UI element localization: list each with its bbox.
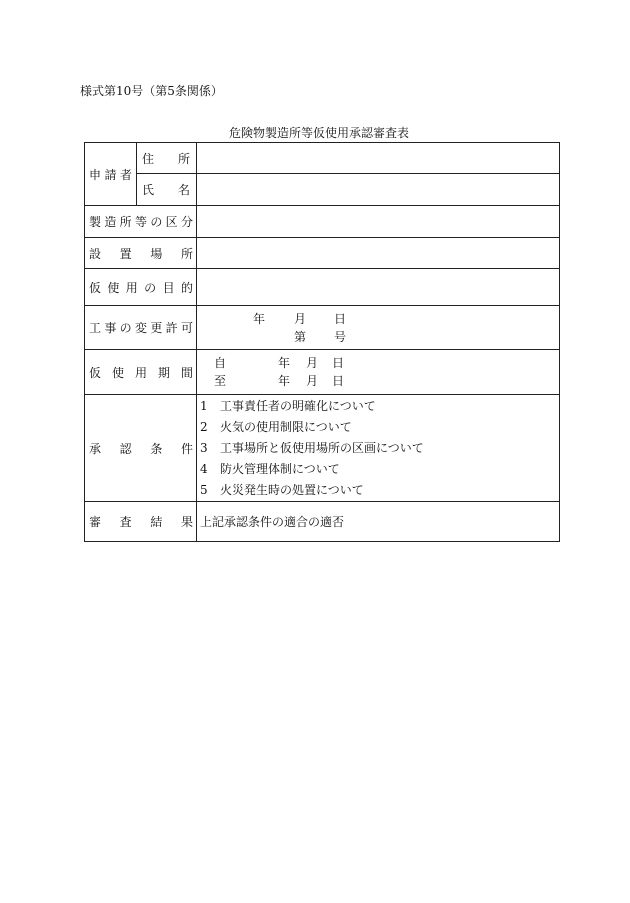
purpose-label-cell bbox=[85, 269, 197, 306]
permit-month-label: 月 bbox=[294, 311, 307, 326]
conditions-char-4: 件 bbox=[180, 441, 193, 456]
permit-char-7: 可 bbox=[180, 321, 193, 335]
address-label-cell bbox=[137, 143, 197, 174]
purpose-row bbox=[85, 269, 560, 306]
construction-permit-value-cell[interactable] bbox=[197, 306, 560, 350]
condition-text: 工事場所と仮使用場所の区画について bbox=[220, 440, 424, 455]
permit-date-line bbox=[197, 310, 559, 328]
applicant-label-char-3: 者 bbox=[119, 167, 132, 182]
location-label-cell bbox=[85, 238, 197, 269]
use-period-label-cell bbox=[85, 350, 197, 395]
result-char-3: 結 bbox=[150, 515, 163, 529]
name-label-cell bbox=[137, 174, 197, 206]
applicant-label-char-2: 請 bbox=[104, 167, 117, 182]
permit-char-6: 許 bbox=[165, 321, 178, 335]
purpose-char-6: 的 bbox=[180, 280, 193, 295]
condition-item bbox=[197, 396, 559, 417]
period-from-year: 年 bbox=[278, 356, 291, 370]
period-to-label: 至 bbox=[214, 374, 227, 388]
permit-char-5: 更 bbox=[150, 321, 163, 335]
location-char-4: 所 bbox=[180, 246, 193, 261]
permit-go-label: 号 bbox=[334, 329, 347, 344]
period-char-4: 期 bbox=[157, 365, 170, 380]
result-char-1: 審 bbox=[89, 515, 102, 529]
permit-char-3: の bbox=[119, 321, 132, 335]
facility-class-char-4: 等 bbox=[134, 215, 147, 229]
conditions-char-3: 条 bbox=[150, 441, 163, 456]
form-number: 様式第10号（第5条関係） bbox=[80, 84, 223, 98]
facility-class-char-7: 分 bbox=[180, 215, 193, 229]
period-to-line bbox=[197, 372, 559, 390]
location-char-1: 設 bbox=[89, 246, 102, 261]
condition-text: 火災発生時の処置について bbox=[220, 482, 364, 497]
facility-class-char-5: の bbox=[150, 215, 163, 229]
result-char-4: 果 bbox=[180, 515, 193, 529]
permit-char-1: 工 bbox=[89, 321, 102, 335]
period-to-month: 月 bbox=[306, 374, 319, 388]
conditions-char-2: 認 bbox=[119, 441, 132, 456]
condition-item bbox=[197, 480, 559, 501]
condition-number: 5 bbox=[200, 482, 208, 497]
facility-class-char-3: 所 bbox=[119, 215, 132, 229]
purpose-value-cell[interactable] bbox=[197, 269, 560, 306]
purpose-char-4: の bbox=[144, 280, 157, 295]
condition-number: 3 bbox=[200, 440, 208, 455]
condition-text: 工事責任者の明確化について bbox=[220, 398, 376, 413]
purpose-char-2: 使 bbox=[107, 280, 120, 295]
period-char-1: 仮 bbox=[89, 365, 102, 380]
condition-number: 1 bbox=[200, 398, 208, 413]
permit-number-line bbox=[197, 328, 559, 346]
address-label-char-2: 所 bbox=[177, 151, 190, 166]
applicant-label-char-1: 申 bbox=[89, 167, 102, 182]
facility-class-row bbox=[85, 206, 560, 238]
form-title: 危険物製造所等仮使用承認審査表 bbox=[228, 126, 409, 140]
period-from-month: 月 bbox=[306, 356, 319, 370]
result-value-cell[interactable] bbox=[197, 502, 560, 542]
name-value-cell[interactable] bbox=[197, 174, 560, 206]
period-char-5: 間 bbox=[180, 365, 193, 380]
review-table bbox=[84, 142, 560, 542]
condition-number: 2 bbox=[200, 419, 208, 434]
conditions-row bbox=[85, 395, 560, 502]
construction-permit-label bbox=[85, 319, 196, 336]
facility-class-label-cell bbox=[85, 206, 197, 238]
facility-class-value-cell[interactable] bbox=[197, 206, 560, 238]
period-char-2: 使 bbox=[111, 365, 124, 380]
result-char-2: 査 bbox=[119, 515, 132, 529]
conditions-char-1: 承 bbox=[89, 441, 102, 456]
purpose-char-5: 目 bbox=[162, 280, 175, 295]
facility-class-char-2: 造 bbox=[104, 215, 117, 229]
permit-year-label: 年 bbox=[253, 311, 266, 326]
location-label bbox=[85, 245, 196, 262]
condition-item bbox=[197, 459, 559, 480]
condition-text: 防火管理体制について bbox=[220, 461, 340, 476]
purpose-label bbox=[85, 279, 196, 296]
location-row bbox=[85, 238, 560, 269]
permit-day-label: 日 bbox=[334, 311, 347, 326]
condition-item bbox=[197, 417, 559, 438]
applicant-label-cell bbox=[85, 143, 137, 206]
facility-class-char-1: 製 bbox=[89, 215, 102, 229]
condition-item bbox=[197, 438, 559, 459]
construction-permit-label-cell bbox=[85, 306, 197, 350]
condition-text: 火気の使用制限について bbox=[220, 419, 352, 434]
purpose-char-1: 仮 bbox=[89, 280, 102, 295]
facility-class-label bbox=[85, 213, 196, 230]
conditions-label-cell bbox=[85, 395, 197, 502]
location-char-2: 置 bbox=[119, 246, 132, 261]
location-char-3: 場 bbox=[150, 246, 163, 261]
permit-char-2: 事 bbox=[104, 321, 117, 335]
period-from-line bbox=[197, 354, 559, 372]
applicant-address-row bbox=[85, 143, 560, 174]
facility-class-char-6: 区 bbox=[165, 215, 178, 229]
conditions-label bbox=[85, 440, 196, 457]
condition-number: 4 bbox=[200, 461, 208, 476]
address-label bbox=[137, 150, 196, 167]
name-label-char-1: 氏 bbox=[142, 183, 155, 197]
period-char-3: 用 bbox=[134, 365, 147, 380]
applicant-name-row bbox=[85, 174, 560, 206]
result-value: 上記承認条件の適合の適否 bbox=[200, 515, 345, 529]
applicant-label bbox=[85, 166, 136, 183]
address-label-char-1: 住 bbox=[142, 151, 155, 166]
permit-char-4: 変 bbox=[134, 321, 147, 335]
period-to-day: 日 bbox=[332, 374, 345, 388]
use-period-value-cell[interactable] bbox=[197, 350, 560, 395]
use-period-label bbox=[85, 364, 196, 381]
permit-dai-label: 第 bbox=[294, 329, 307, 344]
conditions-list-cell bbox=[197, 395, 560, 502]
result-label-cell bbox=[85, 502, 197, 542]
result-row bbox=[85, 502, 560, 542]
period-to-year: 年 bbox=[278, 374, 291, 388]
period-from-label: 自 bbox=[214, 356, 227, 370]
use-period-row bbox=[85, 350, 560, 395]
period-from-day: 日 bbox=[332, 356, 345, 370]
name-label-char-2: 名 bbox=[177, 183, 190, 197]
result-label bbox=[85, 513, 196, 530]
construction-permit-row bbox=[85, 306, 560, 350]
name-label bbox=[137, 181, 196, 198]
address-value-cell[interactable] bbox=[197, 143, 560, 174]
location-value-cell[interactable] bbox=[197, 238, 560, 269]
purpose-char-3: 用 bbox=[125, 280, 138, 295]
